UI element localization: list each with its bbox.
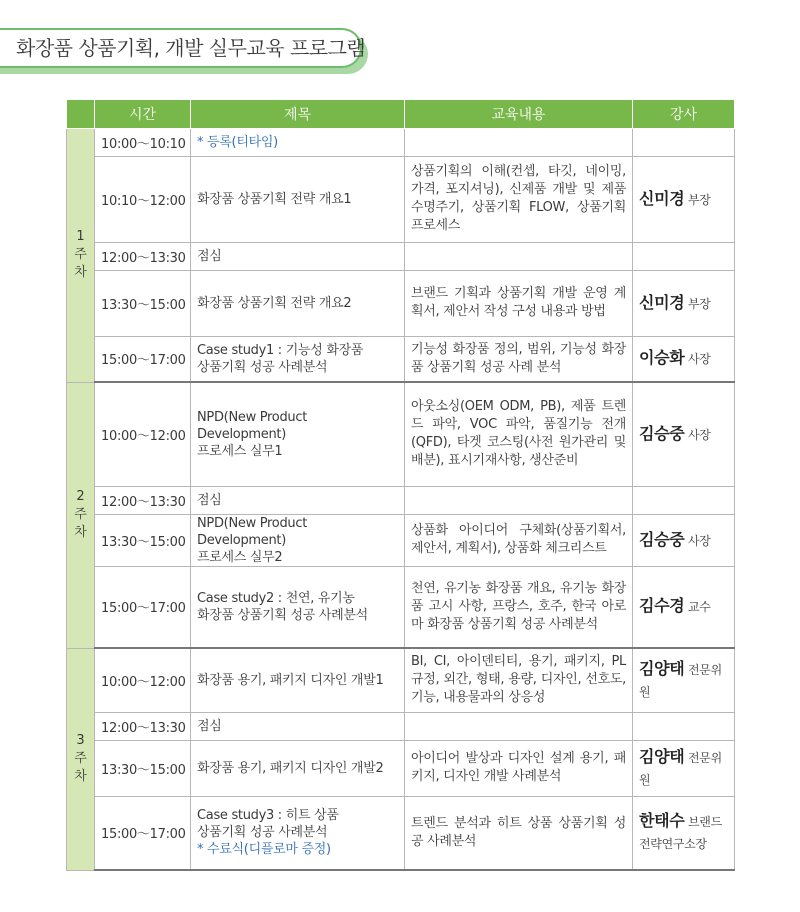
session-content (405, 128, 633, 156)
lecturer-cell (633, 156, 735, 242)
table-row (67, 128, 735, 156)
session-title-line: Case study1 : 기능성 화장품 (197, 342, 364, 358)
week-label-cell (67, 648, 95, 870)
lecturer-position: 브랜드 전략연구소장 (639, 815, 722, 852)
lecturer-name: 신미경 (639, 292, 685, 312)
lecturer-name: 김수경 (639, 596, 685, 616)
session-title-line: NPD(New Product Development) (197, 409, 307, 442)
session-time: 10:00～12:00 (95, 382, 191, 486)
session-title-line: 점심 (197, 718, 222, 734)
session-title-line: 점심 (197, 492, 222, 508)
session-content: 천연, 유기농 화장품 개요, 유기농 화장품 고시 사항, 프랑스, 호주, 한국 아로마 화장품 상품기획 성공 사례분석 (405, 566, 633, 648)
session-time: 15:00～17:00 (95, 796, 191, 870)
session-time: 15:00～17:00 (95, 336, 191, 382)
session-title-cell (191, 796, 405, 870)
lecturer-name: 김승중 (639, 529, 685, 549)
lecturer-name: 김양태 (639, 746, 685, 766)
title-banner (0, 28, 366, 68)
week-column-header (67, 100, 95, 128)
lecturer-cell (633, 242, 735, 270)
session-title-cell (191, 712, 405, 740)
session-title-cell (191, 740, 405, 796)
lecturer-cell (633, 514, 735, 566)
week-label: 주 (74, 507, 87, 522)
session-title-line: 화장품 용기, 패키지 디자인 개발1 (197, 672, 384, 688)
session-title-cell (191, 486, 405, 514)
session-time: 10:10～12:00 (95, 156, 191, 242)
lecturer-cell (633, 566, 735, 648)
table-row (67, 740, 735, 796)
session-content (405, 712, 633, 740)
lecturer-cell (633, 712, 735, 740)
week-label: 2 (76, 489, 85, 504)
week-label: 차 (74, 769, 87, 784)
table-header-row (67, 100, 735, 128)
lecturer-name: 김양태 (639, 658, 685, 678)
week-label: 3 (76, 733, 85, 748)
session-time: 13:30～15:00 (95, 270, 191, 336)
table-row (67, 242, 735, 270)
session-time: 12:00～13:30 (95, 242, 191, 270)
week-label: 차 (74, 265, 87, 280)
table-row (67, 336, 735, 382)
schedule-body (67, 128, 735, 870)
week-label: 주 (74, 247, 87, 262)
session-title-cell (191, 648, 405, 712)
session-time: 13:30～15:00 (95, 740, 191, 796)
session-title-line: 화장품 상품기획 성공 사례분석 (197, 607, 368, 623)
lecturer-cell (633, 796, 735, 870)
session-content (405, 242, 633, 270)
session-note: * 수료식(디플로마 증정) (197, 842, 331, 858)
table-row (67, 648, 735, 712)
lecturer-position: 부장 (687, 296, 711, 311)
lecturer-position: 전문위원 (639, 662, 722, 699)
time-column-header: 시간 (95, 100, 191, 128)
lecturer-cell (633, 336, 735, 382)
session-note: * 등록(티타임) (197, 134, 278, 150)
session-title-line: NPD(New Product Development) (197, 515, 307, 548)
table-row (67, 382, 735, 486)
session-title-line: 상품기획 성공 사례분석 (197, 825, 328, 841)
session-title-cell (191, 270, 405, 336)
table-row (67, 156, 735, 242)
lecturer-position: 사장 (687, 533, 711, 548)
session-content: 트렌드 분석과 히트 상품 상품기획 성공 사례분석 (405, 796, 633, 870)
table-row (67, 514, 735, 566)
table-row (67, 566, 735, 648)
session-title-line: 화장품 용기, 패키지 디자인 개발2 (197, 760, 384, 776)
session-title-line: 프로세스 실무2 (197, 549, 283, 565)
week-label: 1 (76, 229, 85, 244)
lecturer-position: 전문위원 (639, 750, 722, 787)
session-time: 10:00～10:10 (95, 128, 191, 156)
session-content: 기능성 화장품 정의, 범위, 기능성 화장품 상품기획 성공 사례 분석 (405, 336, 633, 382)
session-content (405, 486, 633, 514)
session-time: 12:00～13:30 (95, 712, 191, 740)
page-title: 화장품 상품기획, 개발 실무교육 프로그램 (16, 36, 366, 60)
lecturer-cell (633, 382, 735, 486)
session-title-cell (191, 382, 405, 486)
schedule-table (66, 100, 735, 871)
week-label-cell (67, 128, 95, 382)
lecturer-name: 김승중 (639, 423, 685, 443)
lecturer-name: 이승화 (639, 348, 685, 368)
week-label: 주 (74, 751, 87, 766)
lecturer-name: 신미경 (639, 188, 685, 208)
session-time: 12:00～13:30 (95, 486, 191, 514)
lecturer-position: 부장 (687, 192, 711, 207)
session-content: 브랜드 기획과 상품기획 개발 운영 계획서, 제안서 작성 구성 내용과 방법 (405, 270, 633, 336)
session-time: 15:00～17:00 (95, 566, 191, 648)
session-content: 상품화 아이디어 구체화(상품기획서, 제안서, 계획서), 상품화 체크리스트 (405, 514, 633, 566)
table-row (67, 486, 735, 514)
lecturer-name: 한태수 (639, 811, 685, 831)
lecturer-position: 사장 (687, 352, 711, 367)
lecturer-column-header: 강사 (633, 100, 735, 128)
title-column-header: 제목 (191, 100, 405, 128)
session-content: 아웃소싱(OEM ODM, PB), 제품 트렌드 파악, VOC 파악, 품질기능 전개(QFD), 타겟 코스팅(사전 원가관리 및 배분), 표시기재사항, 생산준비 (405, 382, 633, 486)
lecturer-position: 교수 (687, 600, 711, 615)
session-content: 아이디어 발상과 디자인 설계 용기, 패키지, 디자인 개발 사례분석 (405, 740, 633, 796)
session-time: 13:30～15:00 (95, 514, 191, 566)
session-title-cell (191, 336, 405, 382)
session-title-line: Case study2 : 천연, 유기농 (197, 590, 355, 606)
session-content: 상품기획의 이해(컨셉, 타깃, 네이밍, 가격, 포지셔닝), 신제품 개발 및 제품 수명주기, 상품기획 FLOW, 상품기획 프로세스 (405, 156, 633, 242)
session-title-cell (191, 514, 405, 566)
table-row (67, 270, 735, 336)
week-label: 차 (74, 525, 87, 540)
session-title-cell (191, 566, 405, 648)
session-title-line: 점심 (197, 248, 222, 264)
session-content: BI, CI, 아이덴티티, 용기, 패키지, PL 규정, 외간, 형태, 용량, 디자인, 선호도, 기능, 내용물과의 상응성 (405, 648, 633, 712)
lecturer-cell (633, 128, 735, 156)
session-title-cell (191, 128, 405, 156)
session-time: 10:00～12:00 (95, 648, 191, 712)
lecturer-position: 사장 (687, 427, 711, 442)
session-title-cell (191, 242, 405, 270)
lecturer-cell (633, 486, 735, 514)
table-row (67, 712, 735, 740)
session-title-line: 화장품 상품기획 전략 개요1 (197, 191, 352, 207)
lecturer-cell (633, 270, 735, 336)
content-column-header: 교육내용 (405, 100, 633, 128)
lecturer-cell (633, 740, 735, 796)
table-row (67, 796, 735, 870)
session-title-line: 화장품 상품기획 전략 개요2 (197, 295, 352, 311)
session-title-cell (191, 156, 405, 242)
lecturer-cell (633, 648, 735, 712)
session-title-line: Case study3 : 히트 상품 (197, 808, 339, 824)
session-title-line: 프로세스 실무1 (197, 443, 283, 459)
week-label-cell (67, 382, 95, 648)
session-title-line: 상품기획 성공 사례분석 (197, 359, 328, 375)
